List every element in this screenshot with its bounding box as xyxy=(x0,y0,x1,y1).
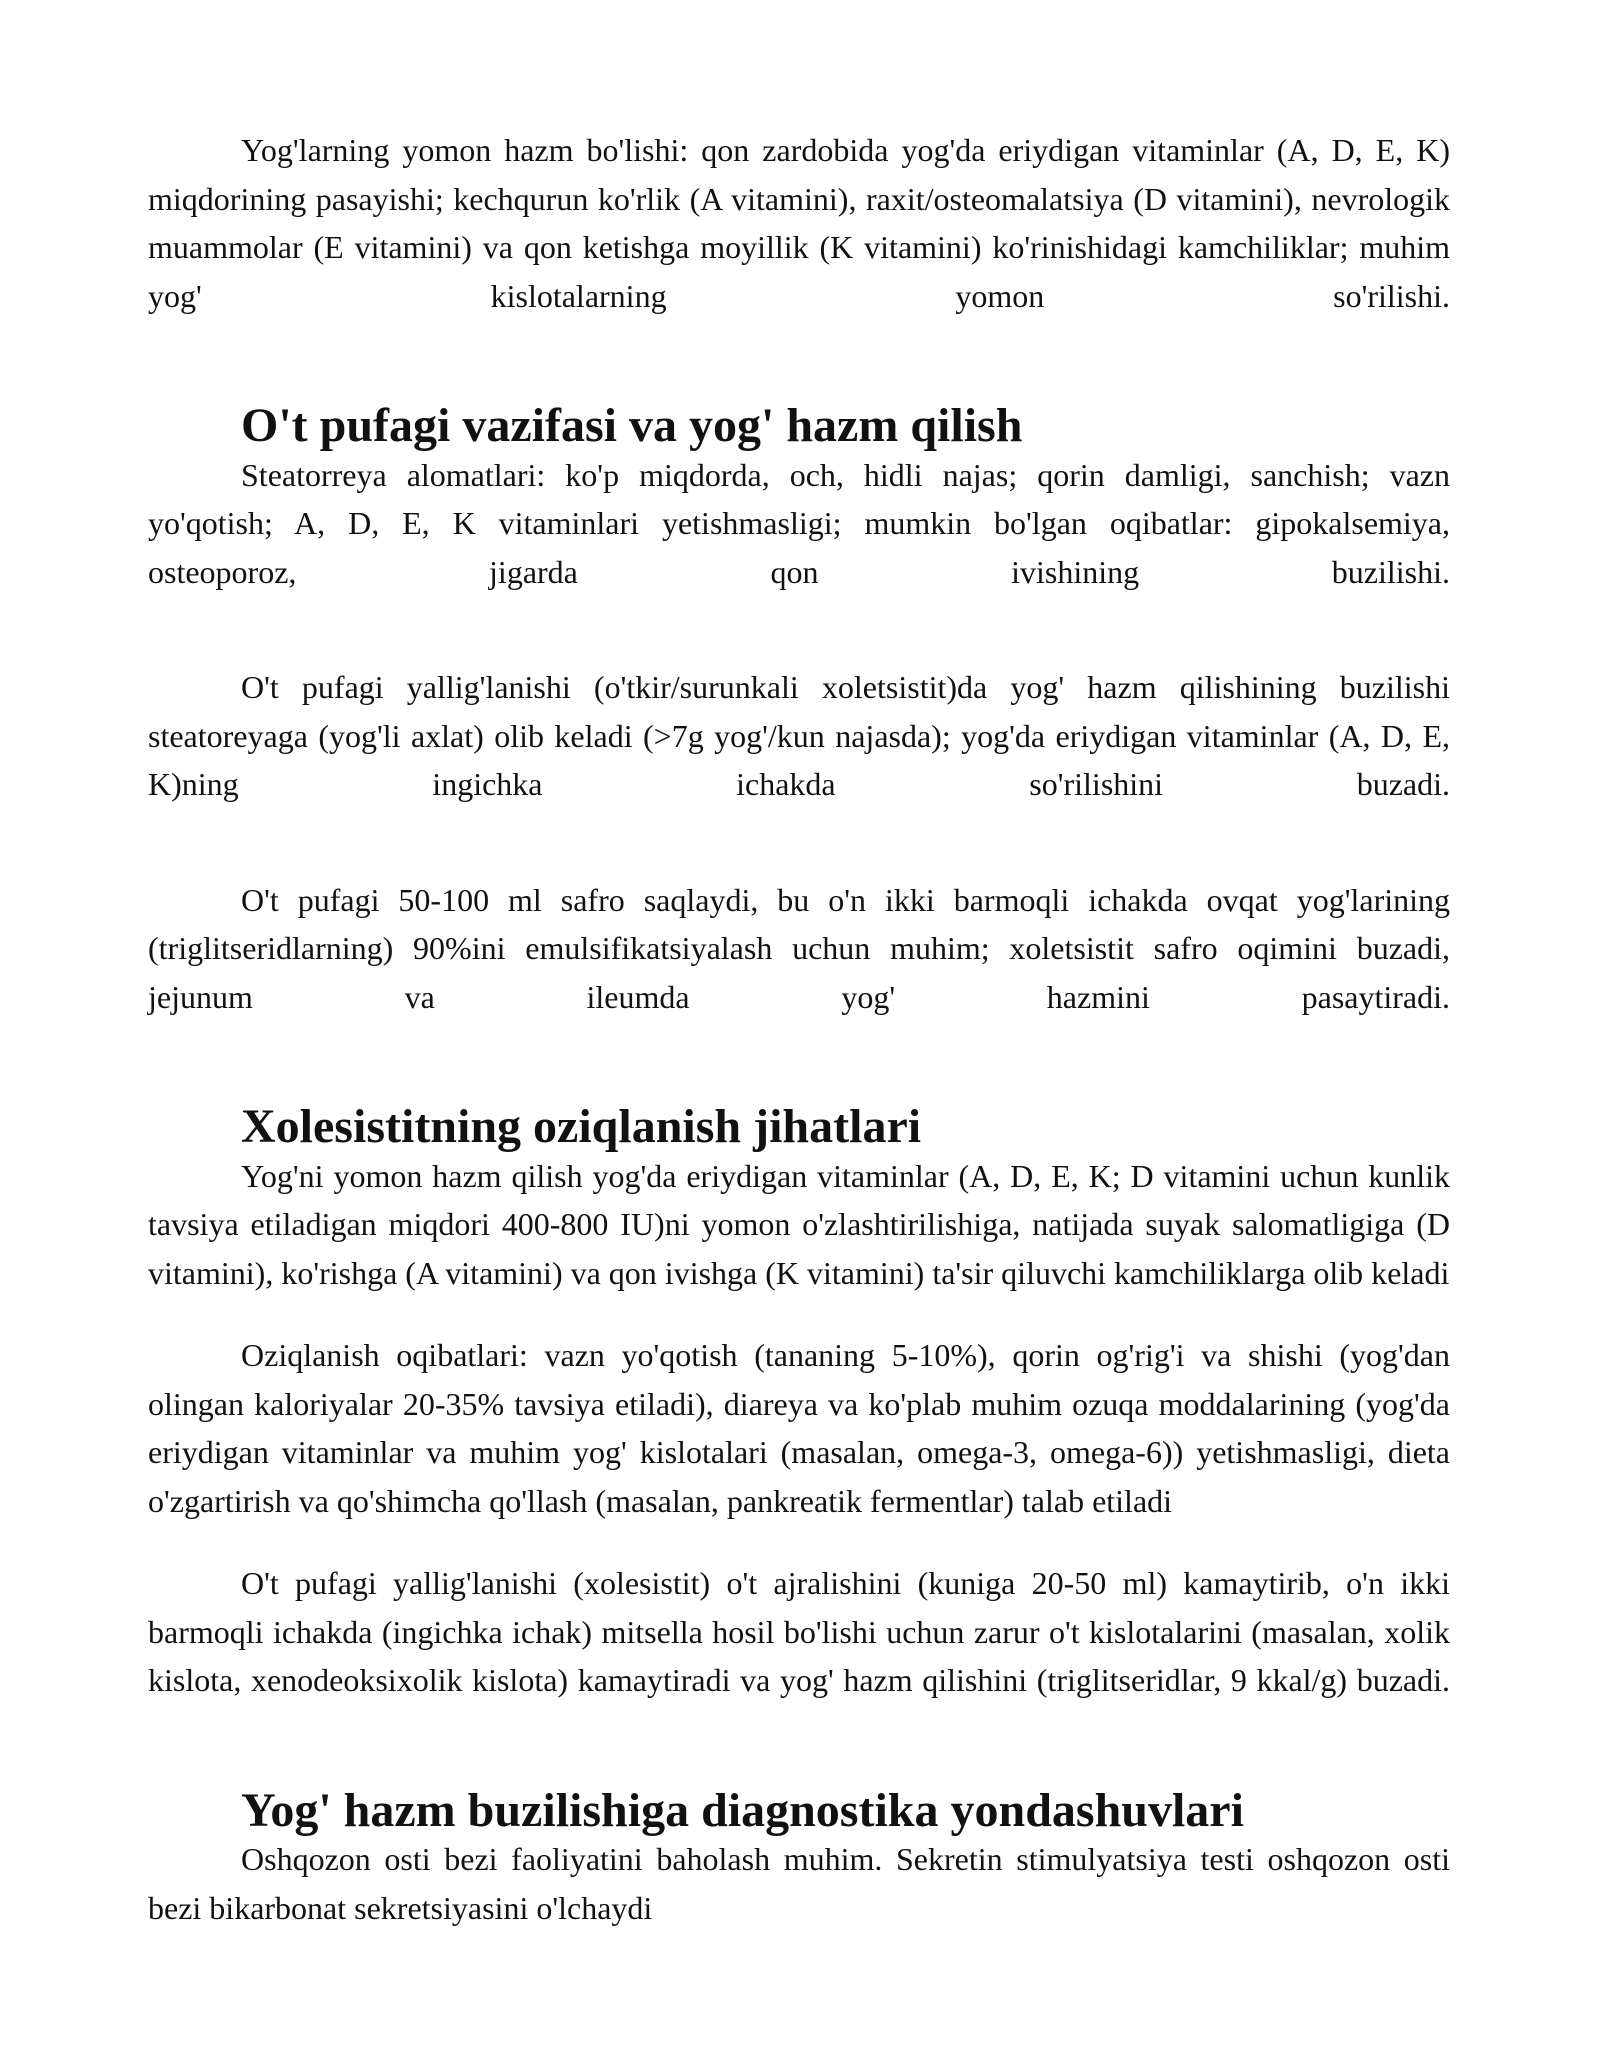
spacer xyxy=(148,1021,1450,1103)
paragraph-nutritional-consequences: Oziqlanish oqibatlari: vazn yo'qotish (tananing 5-10%), qorin og'rig'i va shishi (yog'dan olingan kaloriyalar 20-35% tavsiya etiladi), diareya va ko'plab muhim ozuqa moddalarining (yog'da eriydigan vitaminlar va muhim yog' kislotalari (masalan, omega-3, omega-6)) yetishmasligi, dieta o'zgartirish va qo'shimcha qo'llash (masalan, pankreatik fermentlar) talab etiladi xyxy=(148,1337,1450,1519)
paragraph-bile-secretion: O't pufagi yallig'lanishi (xolesistit) o't ajralishini (kuniga 20-50 ml) kamaytirib, o'n ikki barmoqli ichakda (ingichka ichak) mitsella hosil bo'lishi uchun zarur o't kislotalarini (masalan, xolik kislota, xenodeoksixolik kislota) kamaytiradi va yog' hazm qilishini (triglitseridlar, 9 kkal/g) buzadi. xyxy=(148,1565,1450,1698)
heading-nutrition-aspects: Xolesistitning oziqlanish jihatlari xyxy=(241,1100,922,1153)
document-page xyxy=(148,126,1450,1932)
paragraph-pancreatic-assessment: Oshqozon osti bezi faoliyatini baholash muhim. Sekretin stimulyatsiya testi oshqozon osti bezi bikarbonat sekretsiyasini o'lchaydi xyxy=(148,1841,1450,1926)
paragraph-vitamin-malabsorption: Yog'ni yomon hazm qilish yog'da eriydigan vitaminlar (A, D, E, K; D vitamini uchun kunlik tavsiya etiladigan miqdori 400-800 IU)ni yomon o'zlashtirilishiga, natijada suyak salomatligiga (D vitamini), ko'rishga (A vitamini) va qon ivishga (K vitamini) ta'sir qiluvchi kamchiliklarga olib keladi xyxy=(148,1157,1450,1291)
spacer xyxy=(148,1525,1450,1559)
heading-gallbladder-function: O't pufagi vazifasi va yog' hazm qilish xyxy=(241,399,1023,452)
spacer xyxy=(148,809,1450,876)
paragraph-cholecystitis-steatorrhea: O't pufagi yallig'lanishi (o'tkir/surunkali xoletsistit)da yog' hazm qilishining buzilishi steatoreyaga (yog'li axlat) olib keladi (>7g yog'/kun najasda); yog'da eriydigan vitaminlar (A, D, E, K)ning ingichka ichakda so'rilishini buzadi. xyxy=(148,669,1450,802)
spacer xyxy=(148,596,1450,663)
paragraph-fat-malabsorption-effects: Yog'larning yomon hazm bo'lishi: qon zardobida yog'da eriydigan vitaminlar (A, D, E, K) miqdorining pasayishi; kechqurun ko'rlik (A vitamini), raxit/osteomalatsiya (D vitamini), nevrologik muammolar (E vitamini) va qon ketishga moyillik (K vitamini) ko'rinishidagi kamchiliklar; muhim yog' kislotalarning yomon so'rilishi. xyxy=(148,132,1450,314)
spacer xyxy=(148,1705,1450,1787)
heading-diagnostic-approaches: Yog' hazm buzilishiga diagnostika yondashuvlari xyxy=(241,1783,1244,1837)
spacer xyxy=(148,1297,1450,1331)
paragraph-steatorrhea-symptoms: Steatorreya alomatlari: ko'p miqdorda, och, hidli najas; qorin damligi, sanchish; vazn yo'qotish; A, D, E, K vitaminlari yetishmasligi; mumkin bo'lgan oqibatlar: gipokalsemiya, osteoporoz, jigarda qon ivishining buzilishi. xyxy=(148,456,1450,590)
paragraph-bile-storage: O't pufagi 50-100 ml safro saqlaydi, bu o'n ikki barmoqli ichakda ovqat yog'larining (triglitseridlarning) 90%ini emulsifikatsiyalash uchun muhim; xoletsistit safro oqimini buzadi, jejunum va ileumda yog' hazmini pasaytiradi. xyxy=(148,881,1450,1015)
spacer xyxy=(148,320,1450,402)
